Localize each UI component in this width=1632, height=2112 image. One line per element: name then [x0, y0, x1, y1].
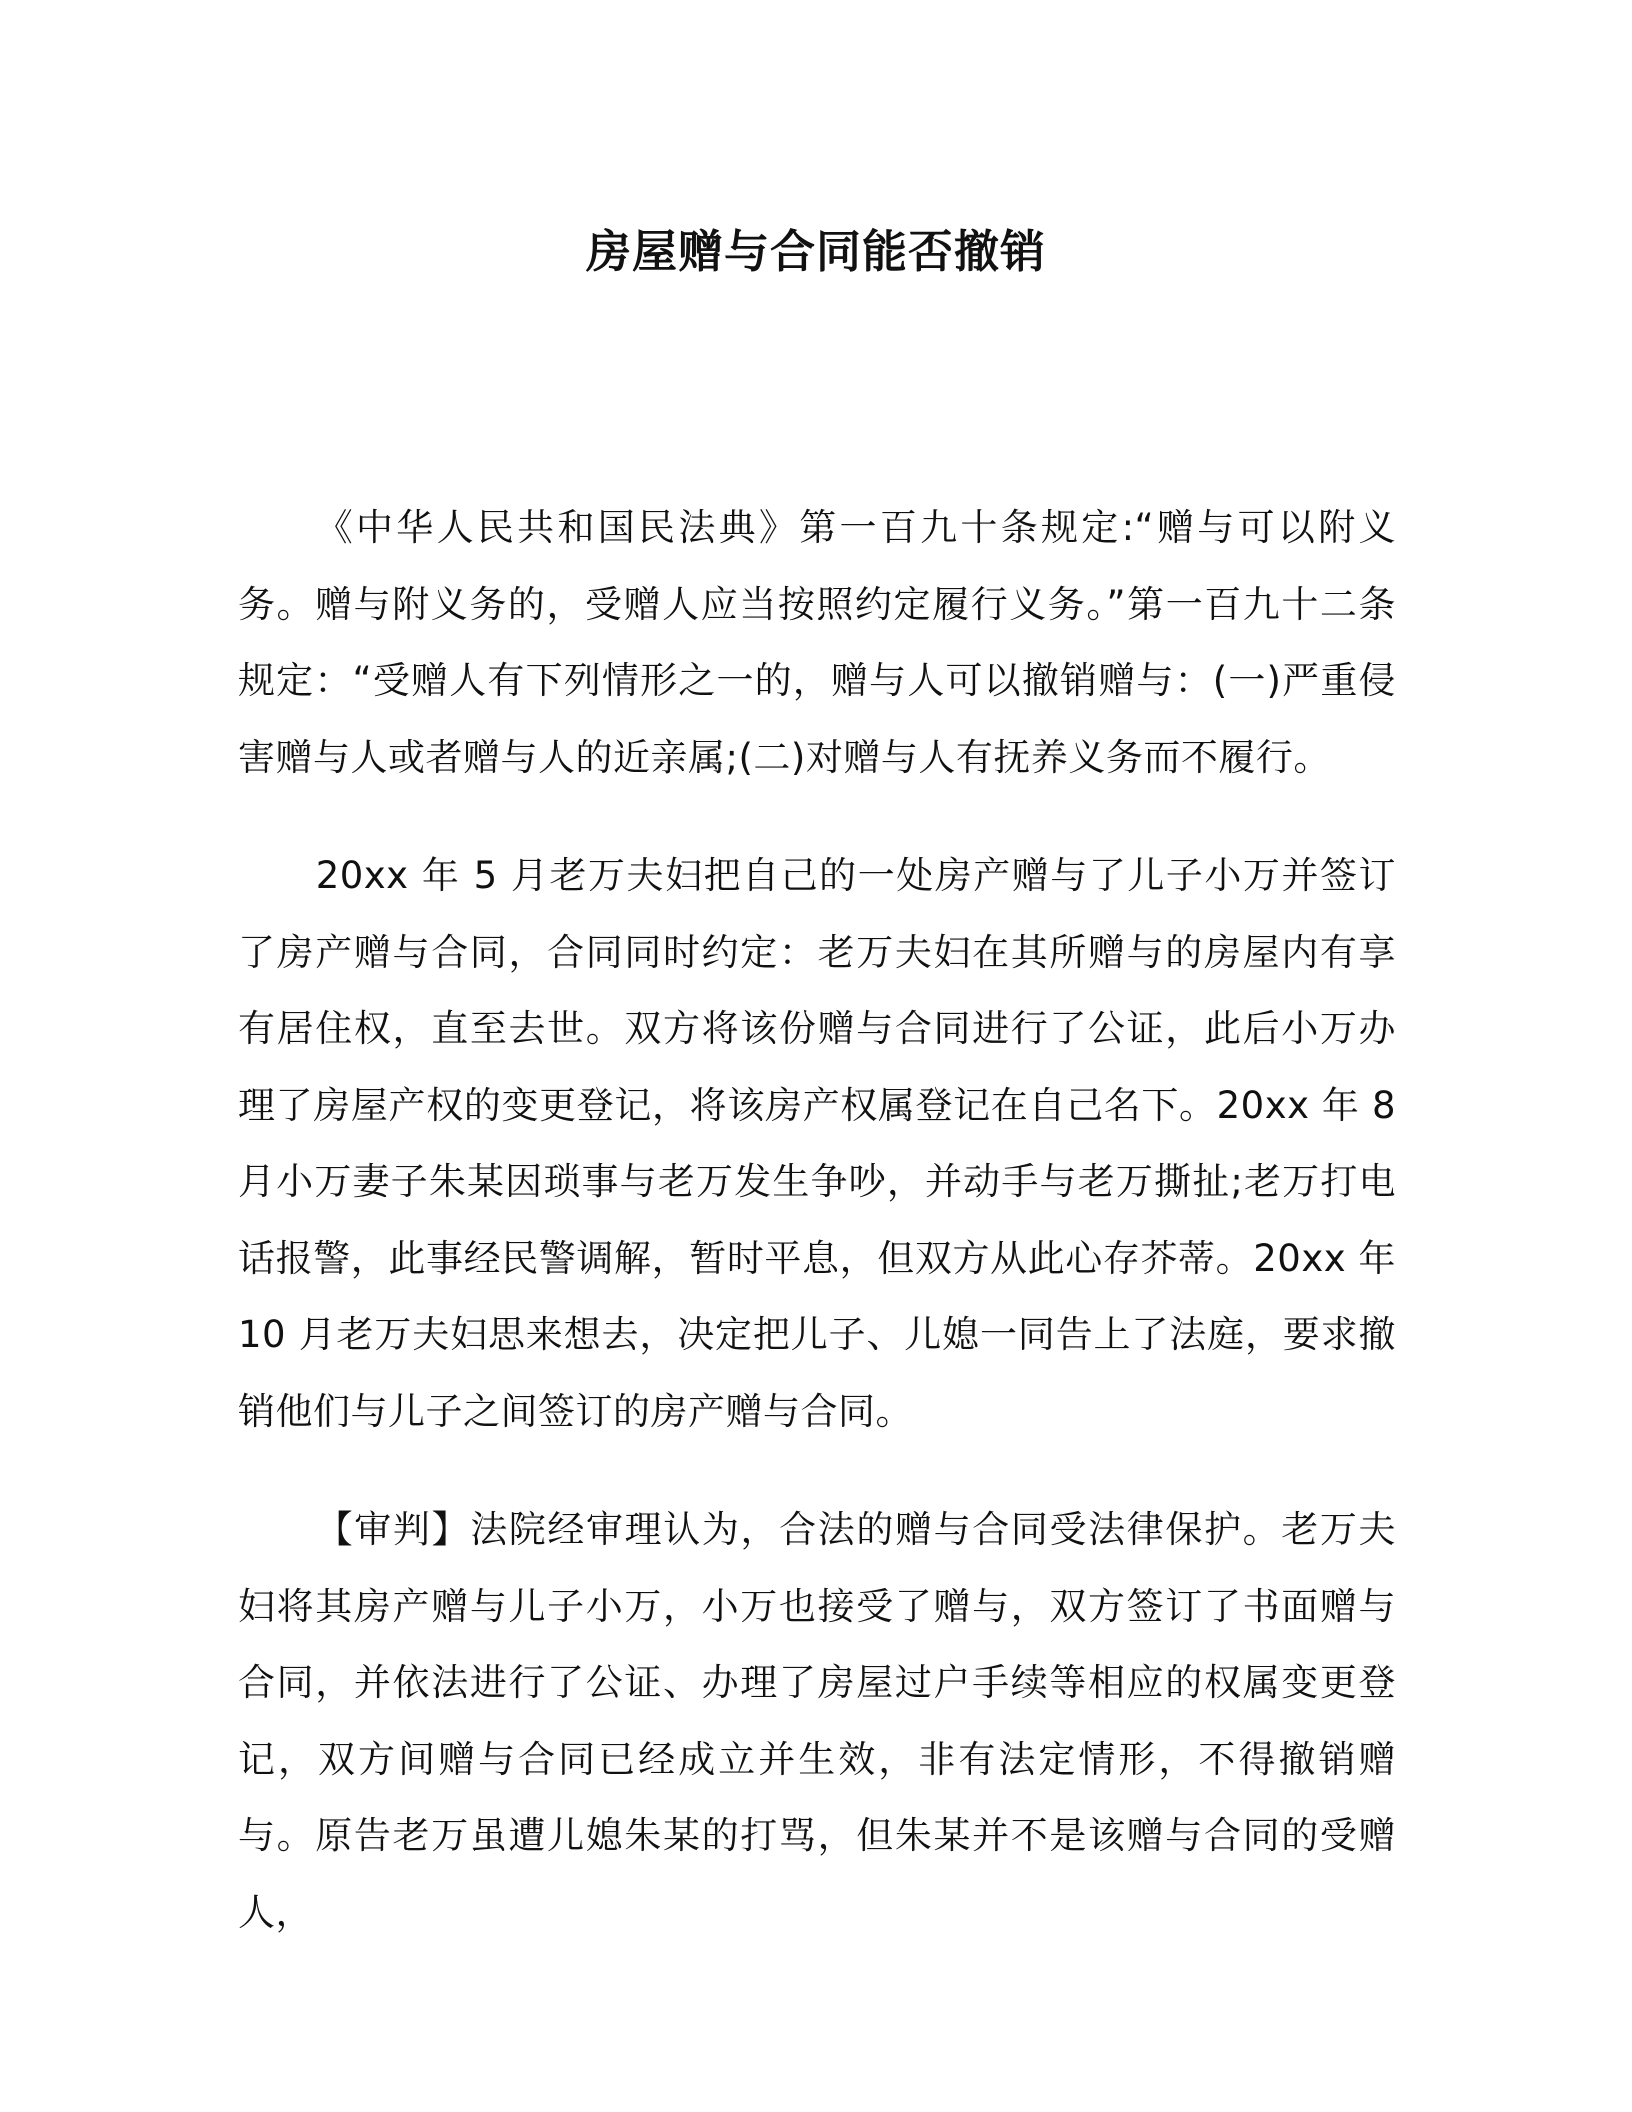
paragraph-judgment — [238, 1492, 1396, 1951]
document-title: 房屋赠与合同能否撤销 — [585, 225, 1046, 278]
document-body — [238, 490, 1396, 1951]
paragraph-civil-code: 《中华人民共和国民法典》第一百九十条规定:“赠与可以附义务。赠与附义务的，受赠人应当按照约定履行义务。”第一百九十二条规定：“受赠人有下列情形之一的，赠与人可以撤销赠与：(一)严重侵害赠与人或者赠与人的近亲属;(二)对赠与人有抚养义务而不履行。 — [238, 506, 1396, 779]
paragraph-case-facts: 20xx 年 5 月老万夫妇把自己的一处房产赠与了儿子小万并签订了房产赠与合同，合同同时约定：老万夫妇在其所赠与的房屋内有享有居住权，直至去世。双方将该份赠与合同进行了公证，此后小万办理了房屋产权的变更登记，将该房产权属登记在自己名下。20xx 年 8 月小万妻子朱某因琐事与老万发生争吵，并动手与老万撕扯;老万打电话报警，此事经民警调解，暂时平息，但双方从此心存芥蒂。20xx 年 10 月老万夫妇思来想去，决定把儿子、儿媳一同告上了法庭，要求撤销他们与儿子之间签订的房产赠与合同。 — [238, 854, 1396, 1433]
judgment-label: 【审判】 — [315, 1508, 471, 1551]
judgment-text: 法院经审理认为，合法的赠与合同受法律保护。老万夫妇将其房产赠与儿子小万，小万也接受了赠与，双方签订了书面赠与合同，并依法进行了公证、办理了房屋过户手续等相应的权属变更登记，双方间赠与合同已经成立并生效，非有法定情形，不得撤销赠与。原告老万虽遭儿媳朱某的打骂，但朱某并不是该赠与合同的受赠人， — [238, 1508, 1397, 1934]
